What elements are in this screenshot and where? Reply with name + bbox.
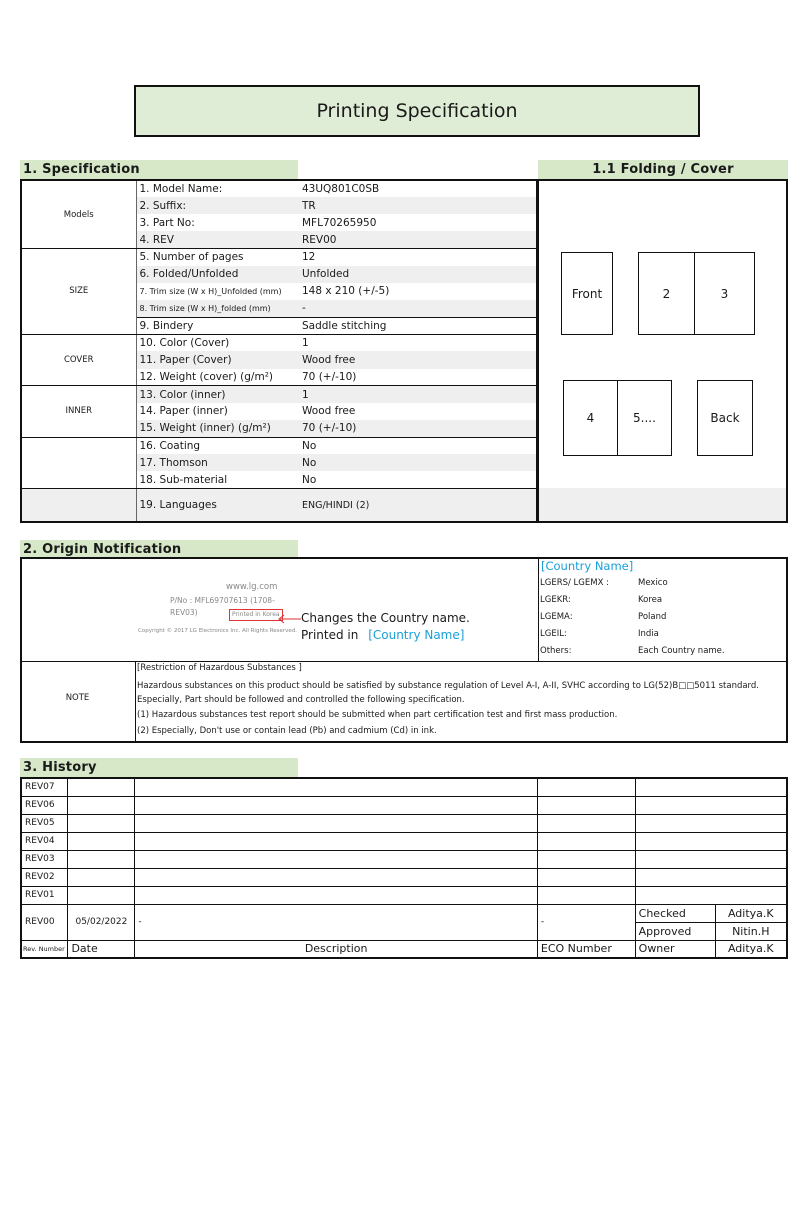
spec-label: 5. Number of pages: [139, 251, 244, 264]
spec-label: 17. Thomson: [136, 454, 299, 471]
spec-row: [21, 334, 537, 351]
spec-value: Wood free: [302, 405, 356, 418]
eco-cell: -: [537, 904, 635, 940]
spec-value: No: [299, 471, 537, 488]
label-copyright: Copyright © 2017 LG Electronics Inc. All Rights Reserved.: [138, 628, 298, 634]
spec-label: 6. Folded/Unfolded: [136, 266, 299, 283]
spec-value: TR: [299, 197, 537, 214]
footer-date: Date: [68, 940, 135, 958]
spec-label: 2. Suffix:: [136, 197, 299, 214]
country-name: Each Country name.: [638, 646, 725, 656]
country-row: [540, 629, 659, 639]
spec-value: No: [299, 454, 537, 471]
rev-cell: REV04: [21, 832, 68, 850]
history-row: [21, 778, 787, 796]
note-line: (1) Hazardous substances test report should be submitted when part certification test and first mass production.: [137, 710, 618, 720]
spec-value: MFL70265950: [302, 216, 377, 229]
history-row: [21, 796, 787, 814]
origin-note-divider: [22, 661, 786, 662]
spec-value: -: [299, 300, 537, 317]
country-name: Korea: [638, 595, 663, 605]
rev-cell: REV07: [21, 778, 68, 796]
spec-value: 43UQ801C0SB: [302, 183, 380, 196]
spec-value: No: [302, 439, 317, 452]
spec-value: Saddle stitching: [299, 317, 537, 334]
spec-label: 19. Languages: [136, 489, 299, 522]
signoff-name: Nitin.H: [715, 922, 787, 940]
spec-value: REV00: [299, 231, 537, 248]
spec-label: 8. Trim size (W x H)_folded (mm): [136, 300, 299, 317]
page-5: 5....: [617, 380, 672, 456]
spec-value: 70 (+/-10): [299, 369, 537, 386]
country-name: Mexico: [638, 578, 668, 588]
group-cover: COVER: [21, 334, 136, 385]
note-line: (2) Especially, Don't use or contain lead (Pb) and cadmium (Cd) in ink.: [137, 726, 437, 736]
page-2: 2: [638, 252, 695, 335]
spec-label: 3. Part No:: [139, 216, 195, 229]
changes-text: Changes the Country name.: [301, 611, 470, 625]
spec-label: 16. Coating: [139, 439, 201, 452]
group-models: Models: [21, 180, 136, 249]
country-code: LGEMA:: [540, 612, 573, 622]
spec-label: 9. Bindery: [136, 317, 299, 334]
country-code: Others:: [540, 646, 572, 656]
spec-row: [21, 489, 537, 522]
country-header: [Country Name]: [541, 559, 634, 573]
group-inner: INNER: [21, 386, 136, 437]
rev-cell: REV02: [21, 868, 68, 886]
section-2-heading: 2. Origin Notification: [20, 540, 298, 559]
history-row: [21, 886, 787, 904]
spec-label: 15. Weight (inner) (g/m²): [136, 420, 299, 437]
country-row: [540, 612, 666, 622]
printed-in-text: Printed in: [301, 628, 359, 642]
spec-value: 12: [302, 251, 316, 264]
country-name: India: [638, 629, 659, 639]
section-1-heading: 1. Specification: [20, 160, 298, 179]
spec-value: ENG/HINDI (2): [299, 489, 537, 522]
group-languages: [21, 489, 136, 522]
spec-label: 4. REV: [136, 231, 299, 248]
spec-value: 70 (+/-10): [299, 420, 537, 437]
footer-rev-number: Rev. Number: [21, 940, 68, 958]
rev-cell: REV01: [21, 886, 68, 904]
country-row: [540, 646, 725, 656]
spec-row: [21, 180, 537, 197]
front-page: Front: [561, 252, 613, 335]
folding-cover-panel: [538, 179, 788, 523]
country-code: LGERS/ LGEMX :: [540, 578, 609, 588]
sample-label-image: [138, 581, 298, 641]
spec-label: 11. Paper (Cover): [136, 351, 299, 368]
date-cell: 05/02/2022: [68, 904, 135, 940]
country-code: LGEKR:: [540, 595, 571, 605]
spec-row: [21, 386, 537, 403]
spec-label: 12. Weight (cover) (g/m²): [136, 369, 299, 386]
country-row: [540, 578, 668, 588]
footer-eco: ECO Number: [537, 940, 635, 958]
label-url: www.lg.com: [226, 582, 278, 592]
spec-value: Unfolded: [299, 266, 537, 283]
rev-cell: REV06: [21, 796, 68, 814]
spec-row: [21, 249, 537, 266]
history-row: [21, 832, 787, 850]
signoff-name: Aditya.K: [715, 904, 787, 922]
signoff-role: Approved: [635, 922, 715, 940]
country-row: [540, 595, 662, 605]
note-col-divider: [135, 661, 136, 741]
spec-row: [21, 437, 537, 454]
signoff-name: Aditya.K: [715, 940, 787, 958]
footer-description: Description: [135, 940, 537, 958]
page-3: 3: [694, 252, 755, 335]
origin-divider: [538, 559, 539, 661]
rev-cell: REV03: [21, 850, 68, 868]
note-line: [Restriction of Hazardous Substances ]: [137, 663, 302, 673]
history-footer-row: [21, 940, 787, 958]
history-table: [20, 777, 788, 959]
spec-value: 148 x 210 (+/-5): [302, 285, 390, 298]
note-line: Hazardous substances on this product should be satisfied by substance regulation of Level A-I, A-II, SVHC according to LG(52)B□□5011 standard.: [137, 681, 760, 691]
spec-label: 10. Color (Cover): [139, 337, 230, 350]
spec-label: 18. Sub-material: [136, 471, 299, 488]
spec-value: 1: [299, 386, 537, 403]
history-row: [21, 814, 787, 832]
note-label: NOTE: [65, 693, 90, 703]
printed-in-line: [301, 628, 464, 642]
label-part-no: P/No : MFL69707613 (1708-REV03): [170, 596, 275, 617]
page-4: 4: [563, 380, 618, 456]
history-row: [21, 850, 787, 868]
country-name: Poland: [638, 612, 667, 622]
spec-label: 1. Model Name:: [139, 183, 223, 196]
page-title: [134, 85, 700, 137]
folding-panel-footer: [539, 488, 786, 521]
section-3-heading: 3. History: [20, 758, 298, 777]
section-1-1-heading: 1.1 Folding / Cover: [538, 160, 788, 179]
group-finishing: [21, 437, 136, 488]
description-cell: -: [135, 904, 537, 940]
label-printed-in: Printed in Korea: [229, 609, 283, 621]
spec-value: 1: [302, 337, 309, 350]
history-row: [21, 868, 787, 886]
spec-value: Wood free: [299, 351, 537, 368]
rev-cell: REV00: [21, 904, 68, 940]
group-size: SIZE: [21, 249, 136, 335]
spec-label: 14. Paper (inner): [139, 405, 228, 418]
country-placeholder: [Country Name]: [368, 628, 465, 642]
back-page: Back: [697, 380, 753, 456]
note-line: Especially, Part should be followed and controlled the following specification.: [137, 695, 465, 705]
arrow-left-icon: [276, 614, 302, 624]
history-row-rev00: [21, 904, 787, 922]
rev-cell: REV05: [21, 814, 68, 832]
spec-label: 13. Color (inner): [136, 386, 299, 403]
spec-label: 7. Trim size (W x H)_Unfolded (mm): [139, 286, 282, 296]
country-code: LGEIL:: [540, 629, 567, 639]
specification-table: [20, 179, 538, 523]
page-title-text: Printing Specification: [316, 100, 518, 122]
signoff-role: Checked: [635, 904, 715, 922]
signoff-role: Owner: [635, 940, 715, 958]
